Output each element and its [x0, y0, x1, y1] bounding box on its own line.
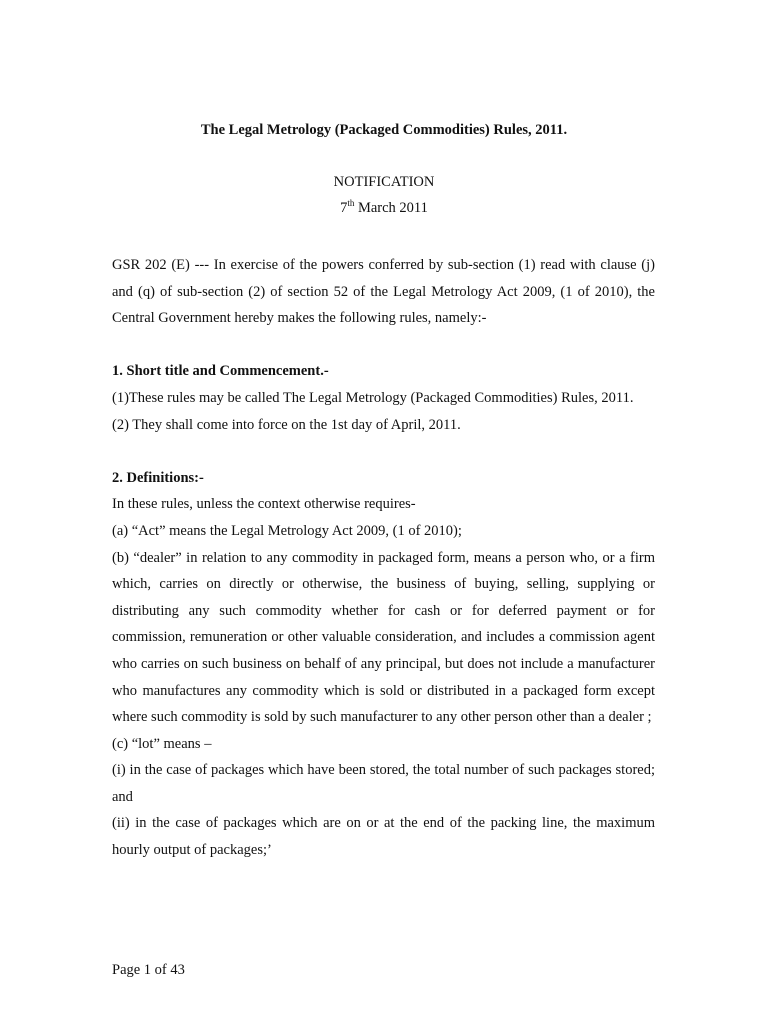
date-day: 7 — [340, 200, 348, 216]
section-1-heading: 1. Short title and Commencement.- — [112, 363, 329, 380]
section-2-heading: 2. Definitions:- — [112, 469, 204, 486]
section-1-para-1: (1)These rules may be called The Legal Metrology (Packaged Commodities) Rules, 2011. — [112, 389, 634, 406]
document-body — [112, 252, 655, 864]
date-suffix: th — [347, 198, 355, 209]
notification-date — [0, 199, 768, 217]
notification-label: NOTIFICATION — [333, 174, 435, 190]
preamble: GSR 202 (E) --- In exercise of the powers conferred by sub-section (1) read with clause (j) and (q) of sub-section (2) of section 52 of the Legal Metrology Act 2009, (1 of 2010), the Central Government hereby makes the following rules, namely:- — [112, 257, 655, 327]
definition-c-ii: (ii) in the case of packages which are on or at the end of the packing line, the maximum hourly output of packages;’ — [112, 815, 655, 859]
spacer — [112, 332, 655, 359]
section-1-para-2: (2) They shall come into force on the 1st day of April, 2011. — [112, 416, 461, 433]
date-rest: March 2011 — [354, 200, 428, 216]
spacer — [112, 438, 655, 465]
page-number-footer: Page 1 of 43 — [112, 962, 185, 978]
section-2-intro: In these rules, unless the context otherwise requires- — [112, 496, 416, 513]
definition-a: (a) “Act” means the Legal Metrology Act 2009, (1 of 2010); — [112, 522, 462, 539]
definition-b: (b) “dealer” in relation to any commodity in packaged form, means a person who, or a firm which, carries on directly or otherwise, the business of buying, selling, supplying or distributing any such commodity whether for cash or for deferred payment or for commission, remuneration or other valuable consideration, and includes a commission agent who carries on such business on behalf of any principal, but does not include a manufacturer who manufactures any commodity which is sold or distributed in a packaged form except where such commodity is sold by such manufacturer to any other person other than a dealer ; — [112, 549, 655, 726]
definition-c: (c) “lot” means – — [112, 735, 212, 752]
document-title: The Legal Metrology (Packaged Commodities) Rules, 2011. — [200, 122, 568, 138]
definition-c-i: (i) in the case of packages which have been stored, the total number of such packages stored; and — [112, 762, 655, 805]
